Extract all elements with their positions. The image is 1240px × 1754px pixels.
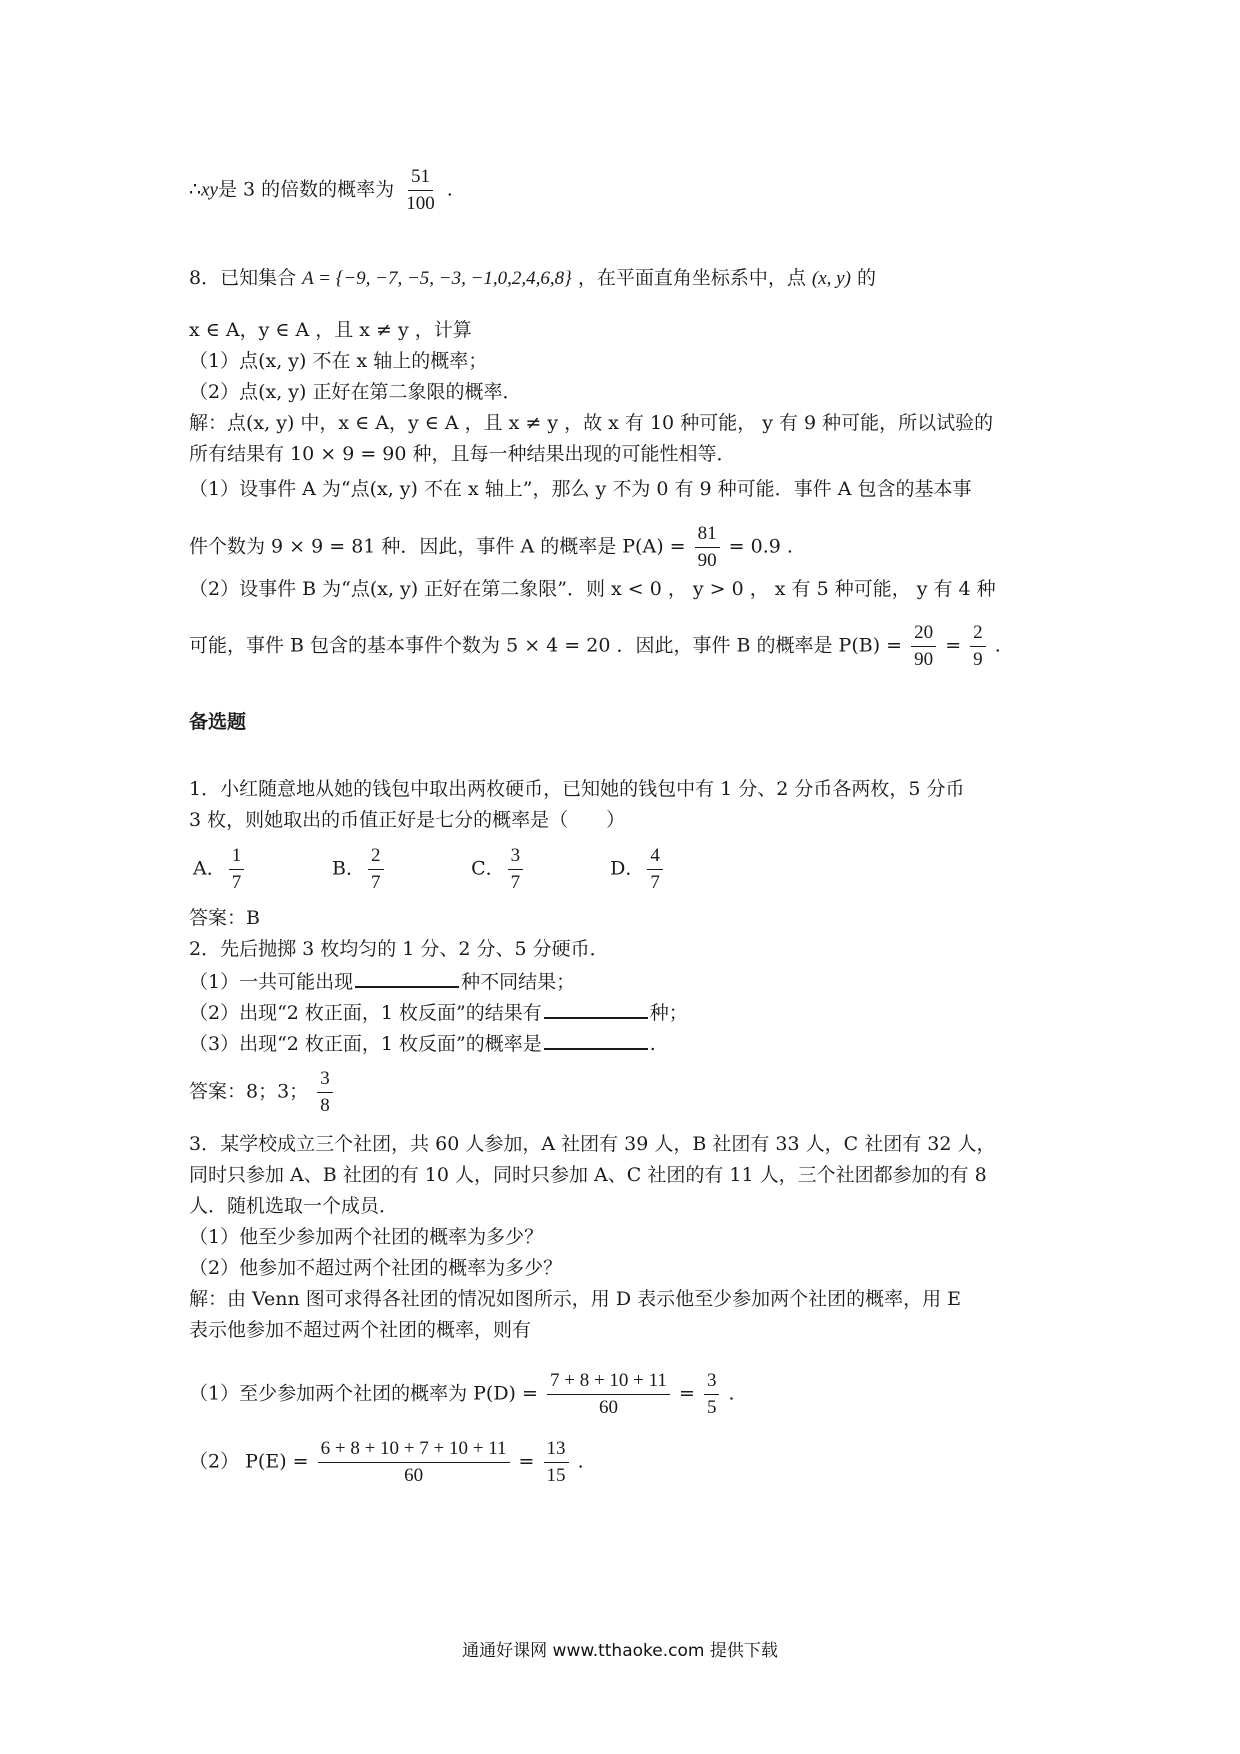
fraction-numerator: 7 + 8 + 10 + 11 xyxy=(547,1370,670,1395)
fraction-denominator: 90 xyxy=(914,649,934,670)
q8-sol6-text: 可能，事件 B 包含的基本事件个数为 5 × 4 = 20 ．因此，事件 B 的概率是 P(B) = xyxy=(189,634,903,657)
fraction-numerator: 3 xyxy=(508,845,524,870)
option-a xyxy=(193,845,326,894)
fraction-numerator: 4 xyxy=(647,845,663,870)
fraction-numerator: 3 xyxy=(317,1068,333,1093)
option-fraction xyxy=(368,845,384,894)
q8-line1 xyxy=(189,264,876,293)
fraction-2-9 xyxy=(970,622,986,671)
option-c xyxy=(471,845,604,894)
q8-part1: （1）点(x, y) 不在 x 轴上的概率； xyxy=(189,350,488,372)
fraction-denominator: 60 xyxy=(404,1465,424,1486)
equals-sign: = xyxy=(678,1382,695,1405)
b2-p2-text-end: 种； xyxy=(649,1002,688,1024)
option-label: C． xyxy=(471,857,505,880)
fraction-3-5 xyxy=(704,1370,720,1419)
answer-blank[interactable] xyxy=(544,997,648,1019)
q8-sol4-result: = 0.9 . xyxy=(728,535,793,558)
option-d xyxy=(610,845,743,894)
b3-line3: 人．随机选取一个成员． xyxy=(189,1195,399,1217)
fraction-numerator: 3 xyxy=(704,1370,720,1395)
fraction-denominator: 90 xyxy=(697,550,717,571)
fraction-denominator: 7 xyxy=(650,872,660,893)
fraction-sum-60 xyxy=(547,1370,670,1419)
q8-solution-line2: 所有结果有 10 × 9 = 90 种，且每一种结果出现的可能性相等． xyxy=(189,443,736,465)
option-fraction xyxy=(647,845,663,894)
q8-line2: x ∈ A，y ∈ A ，且 x ≠ y ，计算 xyxy=(189,319,472,341)
b1-line1: 1．小红随意地从她的钱包中取出两枚硬币，已知她的钱包中有 1 分、2 分币各两枚，5 分币 xyxy=(189,778,965,800)
q8-intro: 8．已知集合 xyxy=(189,267,297,289)
variable-xy: xy xyxy=(201,179,218,201)
fraction-denominator: 5 xyxy=(706,1397,717,1418)
b3-a1-text: （1）至少参加两个社团的概率为 P(D) = xyxy=(189,1382,538,1405)
point-xy: (x, y) xyxy=(811,268,851,289)
fraction-denominator: 100 xyxy=(406,193,435,214)
q8-intro-end: 的 xyxy=(856,267,876,289)
set-a-expression: A = {−9, −7, −5, −3, −1,0,2,4,6,8} xyxy=(302,268,572,289)
fraction-sum-60 xyxy=(318,1438,510,1487)
period: . xyxy=(577,1450,584,1473)
b3-q1: （1）他至少参加两个社团的概率为多少？ xyxy=(189,1226,544,1248)
period: . xyxy=(446,178,453,201)
b3-answer1 xyxy=(189,1370,735,1419)
fraction-denominator: 15 xyxy=(546,1465,566,1486)
fraction-denominator: 7 xyxy=(231,872,242,893)
conclusion-line xyxy=(189,166,453,215)
b1-answer: 答案：B xyxy=(189,907,260,929)
fraction-denominator: 9 xyxy=(973,649,983,670)
b3-a2-text: （2） P(E) = xyxy=(189,1450,309,1473)
b1-line2: 3 枚，则她取出的币值正好是七分的概率是（ ） xyxy=(189,809,626,831)
period: . xyxy=(728,1382,735,1405)
q8-solution-line3: （1）设事件 A 为“点(x, y) 不在 x 轴上”，那么 y 不为 0 有 9 种可能．事件 A 包含的基本事 xyxy=(189,478,972,500)
fraction-denominator: 60 xyxy=(598,1397,618,1418)
b2-line1: 2．先后抛掷 3 枚均匀的 1 分、2 分、5 分硬币． xyxy=(189,938,609,960)
option-label: D． xyxy=(610,857,645,880)
fraction-denominator: 8 xyxy=(320,1095,330,1116)
fraction-51-100 xyxy=(403,166,438,215)
b3-line2: 同时只参加 A、B 社团的有 10 人，同时只参加 A、C 社团的有 11 人，三个社团都参加的有 8 xyxy=(189,1164,987,1186)
conclusion-text: 是 3 的倍数的概率为 xyxy=(217,178,395,201)
section-title: 备选题 xyxy=(189,711,247,733)
therefore-symbol: ∴ xyxy=(189,178,202,201)
b2-part2 xyxy=(189,997,688,1027)
q8-solution-line4 xyxy=(189,523,793,572)
equals-sign: = xyxy=(945,634,962,657)
page-footer: 通通好课网 www.tthaoke.com 提供下载 xyxy=(462,1641,778,1661)
q8-sol4-text: 件个数为 9 × 9 = 81 种．因此，事件 A 的概率是 P(A) = xyxy=(189,535,686,558)
q8-intro-cont: ，在平面直角坐标系中，点 xyxy=(577,267,806,289)
option-label: B． xyxy=(332,857,366,880)
q8-solution-line1: 解：点(x, y) 中，x ∈ A，y ∈ A ，且 x ≠ y ，故 x 有 10 种可能， y 有 9 种可能，所以试验的 xyxy=(189,412,994,434)
answer-blank[interactable] xyxy=(355,966,459,988)
b2-p3-text-end: . xyxy=(649,1033,656,1055)
b2-p1-text-end: 种不同结果； xyxy=(461,971,576,993)
b2-p3-text: （3）出现“2 枚正面，1 枚反面”的概率是 xyxy=(189,1033,542,1055)
b2-p2-text: （2）出现“2 枚正面，1 枚反面”的结果有 xyxy=(189,1002,542,1024)
option-fraction xyxy=(508,845,524,894)
b2-part3 xyxy=(189,1028,656,1058)
option-b xyxy=(332,845,465,894)
b1-options xyxy=(193,845,743,894)
b2-answer xyxy=(189,1068,336,1117)
b3-q2: （2）他参加不超过两个社团的概率为多少？ xyxy=(189,1257,563,1279)
q8-part2: （2）点(x, y) 正好在第二象限的概率． xyxy=(189,381,522,403)
q8-solution-line6 xyxy=(189,622,1001,671)
fraction-numerator: 20 xyxy=(911,622,936,647)
period: . xyxy=(994,634,1001,657)
b3-solution-line2: 表示他参加不超过两个社团的概率，则有 xyxy=(189,1319,532,1341)
fraction-denominator: 7 xyxy=(510,872,521,893)
fraction-20-90 xyxy=(911,622,936,671)
fraction-13-15 xyxy=(544,1438,569,1487)
q8-solution-line5: （2）设事件 B 为“点(x, y) 正好在第二象限”．则 x < 0 ， y > 0 ， x 有 5 种可能， y 有 4 种 xyxy=(189,578,996,600)
equals-sign: = xyxy=(518,1450,535,1473)
b3-answer2 xyxy=(189,1438,584,1487)
fraction-81-90 xyxy=(695,523,720,572)
fraction-numerator: 1 xyxy=(229,845,245,870)
option-label: A． xyxy=(193,857,226,880)
answer-blank[interactable] xyxy=(544,1028,648,1050)
b3-line1: 3．某学校成立三个社团，共 60 人参加，A 社团有 39 人，B 社团有 33 人，C 社团有 32 人， xyxy=(189,1133,996,1155)
fraction-numerator: 6 + 8 + 10 + 7 + 10 + 11 xyxy=(318,1438,510,1463)
fraction-numerator: 13 xyxy=(544,1438,569,1463)
fraction-denominator: 7 xyxy=(371,872,381,893)
fraction-numerator: 51 xyxy=(408,166,433,191)
fraction-numerator: 2 xyxy=(368,845,384,870)
b2-answer-text: 答案：8；3； xyxy=(189,1080,309,1103)
b3-solution-line1: 解：由 Venn 图可求得各社团的情况如图所示，用 D 表示他至少参加两个社团的概率，用 E xyxy=(189,1288,961,1310)
b2-p1-text: （1）一共可能出现 xyxy=(189,971,354,993)
option-fraction xyxy=(229,845,245,894)
fraction-numerator: 81 xyxy=(695,523,720,548)
fraction-3-8 xyxy=(317,1068,333,1117)
b2-part1 xyxy=(189,966,575,996)
fraction-numerator: 2 xyxy=(970,622,986,647)
